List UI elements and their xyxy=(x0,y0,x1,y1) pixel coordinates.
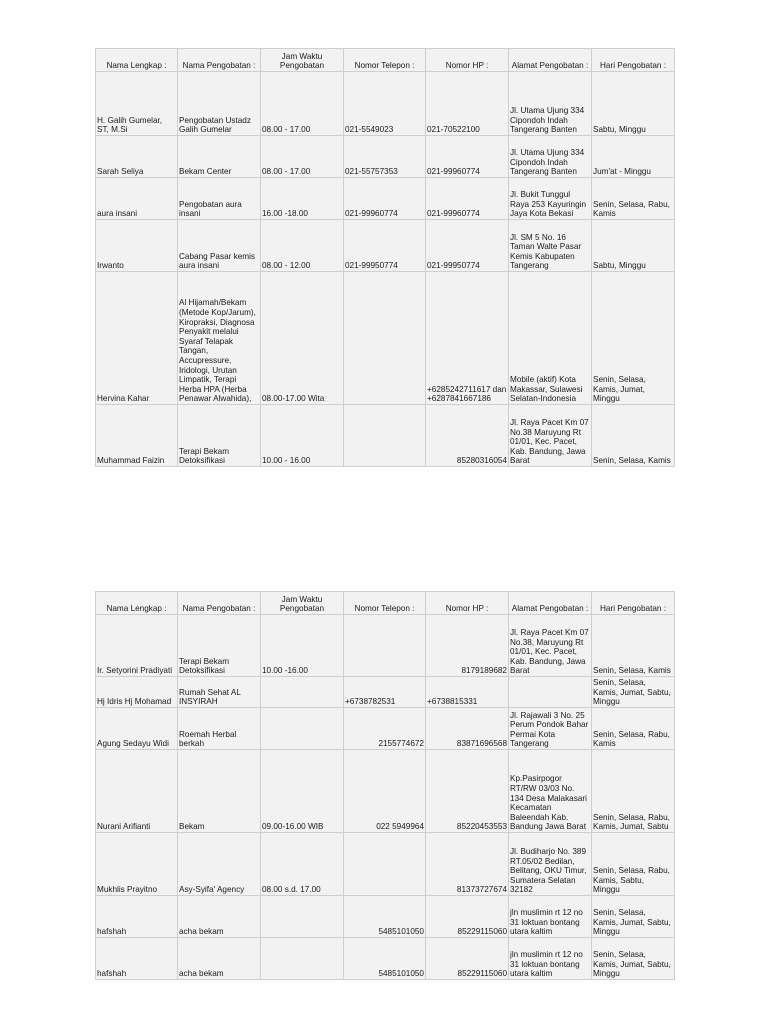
cell-address: Jl. Utama Ujung 334 Cipondoh Indah Tangerang Banten xyxy=(509,72,592,136)
cell-mobile: 85280316054 xyxy=(426,405,509,467)
header-row xyxy=(96,49,675,72)
header-days: Hari Pengobatan : xyxy=(592,592,675,615)
header-treatment: Nama Pengobatan : xyxy=(178,592,261,615)
table-row xyxy=(96,896,675,938)
cell-phone xyxy=(344,833,426,896)
cell-mobile: 021-99950774 xyxy=(426,220,509,272)
cell-treatment: Al Hijamah/Bekam (Metode Kop/Jarum), Kiropraksi, Diagnosa Penyakit melalui Syaraf Telapak Tangan, Accupressure, Iridologi, Urutan Limpatik, Terapi Herba HPA (Herba Penawar Alwahida), xyxy=(178,272,261,405)
cell-name: H. Galih Gumelar, ST, M.Si xyxy=(96,72,178,136)
cell-treatment: acha bekam xyxy=(178,896,261,938)
cell-name: Hj Idris Hj Mohamad xyxy=(96,677,178,708)
cell-phone: 021-5549023 xyxy=(344,72,426,136)
table-row xyxy=(96,615,675,677)
cell-name: Agung Sedayu Widi xyxy=(96,708,178,750)
cell-days: Senin, Selasa, Rabu, Kamis xyxy=(592,178,675,220)
cell-days: Senin, Selasa, Kamis, Jumat, Sabtu, Minggu xyxy=(592,896,675,938)
cell-treatment: Roemah Herbal berkah xyxy=(178,708,261,750)
cell-treatment: Cabang Pasar kemis aura insani xyxy=(178,220,261,272)
cell-hours xyxy=(261,708,344,750)
cell-name: Ir. Setyorini Pradiyati xyxy=(96,615,178,677)
cell-days: Sabtu, Minggu xyxy=(592,72,675,136)
cell-phone: 021-99950774 xyxy=(344,220,426,272)
cell-address: Kp.Pasirpogor RT/RW 03/03 No. 134 Desa Malakasari Kecamatan Baleendah Kab. Bandung Jawa Barat xyxy=(509,750,592,833)
table-row xyxy=(96,708,675,750)
header-name: Nama Lengkap : xyxy=(96,592,178,615)
cell-days: Senin, Selasa, Kamis xyxy=(592,615,675,677)
cell-days: Sabtu, Minggu xyxy=(592,220,675,272)
cell-mobile: 83871696568 xyxy=(426,708,509,750)
cell-days: Senin, Selasa, Kamis, Jumat, Sabtu, Minggu xyxy=(592,677,675,708)
table-row xyxy=(96,136,675,178)
cell-hours: 08.00 - 12.00 xyxy=(261,220,344,272)
table-row xyxy=(96,405,675,467)
header-days: Hari Pengobatan : xyxy=(592,49,675,72)
cell-treatment: acha bekam xyxy=(178,938,261,980)
cell-days: Senin, Selasa, Kamis, Jumat, Sabtu, Minggu xyxy=(592,938,675,980)
header-mobile: Nomor HP : xyxy=(426,49,509,72)
cell-address: Jl. Raya Pacet Km 07 No.38 Maruyung Rt 01/01, Kec. Pacet, Kab. Bandung, Jawa Barat xyxy=(509,405,592,467)
cell-name: Sarah Seliya xyxy=(96,136,178,178)
cell-hours: 08.00 s.d. 17.00 xyxy=(261,833,344,896)
cell-phone: +6738782531 xyxy=(344,677,426,708)
cell-address: Jl. Budiharjo No. 389 RT.05/02 Bedilan, Belitang, OKU Timur, Sumatera Selatan 32182 xyxy=(509,833,592,896)
cell-name: Mukhlis Prayitno xyxy=(96,833,178,896)
header-phone: Nomor Telepon : xyxy=(344,49,426,72)
table-row xyxy=(96,750,675,833)
table-row xyxy=(96,220,675,272)
cell-hours: 08.00-17.00 Wita xyxy=(261,272,344,405)
cell-name: Irwanto xyxy=(96,220,178,272)
cell-name: Hervina Kahar xyxy=(96,272,178,405)
cell-phone: 021-55757353 xyxy=(344,136,426,178)
cell-days: Senin, Selasa, Rabu, Kamis xyxy=(592,708,675,750)
cell-hours xyxy=(261,677,344,708)
data-table-2 xyxy=(95,591,675,980)
cell-phone xyxy=(344,615,426,677)
header-phone: Nomor Telepon : xyxy=(344,592,426,615)
cell-address: Jl. Bukit Tunggul Raya 253 Kayuringin Jaya Kota Bekasi xyxy=(509,178,592,220)
cell-hours xyxy=(261,938,344,980)
cell-phone: 5485101050 xyxy=(344,938,426,980)
table-row xyxy=(96,72,675,136)
cell-treatment: Terapi Bekam Detoksifikasi xyxy=(178,405,261,467)
table-row xyxy=(96,272,675,405)
cell-mobile: 81373727674 xyxy=(426,833,509,896)
table-row xyxy=(96,677,675,708)
cell-mobile: 021-99960774 xyxy=(426,136,509,178)
cell-hours: 16.00 -18.00 xyxy=(261,178,344,220)
cell-phone xyxy=(344,405,426,467)
cell-hours: 08.00 - 17.00 xyxy=(261,136,344,178)
cell-address: Jl. Rajawali 3 No. 25 Perum Pondok Bahar Permai Kota Tangerang xyxy=(509,708,592,750)
header-row xyxy=(96,592,675,615)
cell-mobile: +6738815331 xyxy=(426,677,509,708)
cell-treatment: Pengobatan Ustadz Galih Gumelar xyxy=(178,72,261,136)
cell-hours: 10.00 -16.00 xyxy=(261,615,344,677)
cell-name: Nurani Arifianti xyxy=(96,750,178,833)
cell-hours: 09.00-16.00 WIB xyxy=(261,750,344,833)
cell-phone: 2155774672 xyxy=(344,708,426,750)
cell-mobile: 85229115060 xyxy=(426,938,509,980)
cell-name: hafshah xyxy=(96,938,178,980)
cell-address: Mobile (aktif) Kota Makassar, Sulawesi Selatan-Indonesia xyxy=(509,272,592,405)
cell-mobile: 85220453553 xyxy=(426,750,509,833)
cell-hours: 10.00 - 16.00 xyxy=(261,405,344,467)
cell-treatment: Bekam xyxy=(178,750,261,833)
cell-hours xyxy=(261,896,344,938)
cell-treatment: Bekam Center xyxy=(178,136,261,178)
cell-address: jln muslimin rt 12 no 31 loktuan bontang utara kaltim xyxy=(509,896,592,938)
cell-address: Jl. Utama Ujung 334 Cipondoh Indah Tangerang Banten xyxy=(509,136,592,178)
data-table-1 xyxy=(95,48,675,467)
table-row xyxy=(96,938,675,980)
header-address: Alamat Pengobatan : xyxy=(509,592,592,615)
cell-days: Senin, Selasa, Kamis xyxy=(592,405,675,467)
header-treatment: Nama Pengobatan : xyxy=(178,49,261,72)
cell-phone: 5485101050 xyxy=(344,896,426,938)
cell-phone: 022 5949964 xyxy=(344,750,426,833)
header-hours: Jam Waktu Pengobatan xyxy=(261,592,344,615)
cell-mobile: 8179189682 xyxy=(426,615,509,677)
cell-days: Jum'at - Minggu xyxy=(592,136,675,178)
cell-days: Senin, Selasa, Kamis, Jumat, Minggu xyxy=(592,272,675,405)
cell-name: aura insani xyxy=(96,178,178,220)
cell-treatment: Asy-Syifa' Agency xyxy=(178,833,261,896)
cell-treatment: Pengobatan aura insani xyxy=(178,178,261,220)
header-mobile: Nomor HP : xyxy=(426,592,509,615)
cell-name: Muhammad Faizin xyxy=(96,405,178,467)
cell-mobile: 021-99960774 xyxy=(426,178,509,220)
cell-name: hafshah xyxy=(96,896,178,938)
cell-treatment: Rumah Sehat AL INSYIRAH xyxy=(178,677,261,708)
cell-address: Jl. SM 5 No. 16 Taman Walte Pasar Kemis Kabupaten Tangerang xyxy=(509,220,592,272)
cell-treatment: Terapi Bekam Detoksifikasi xyxy=(178,615,261,677)
cell-address: jln muslimin rt 12 no 31 loktuan bontang utara kaltim xyxy=(509,938,592,980)
cell-address xyxy=(509,677,592,708)
cell-days: Senin, Selasa, Rabu, Kamis, Jumat, Sabtu xyxy=(592,750,675,833)
cell-mobile: 85229115060 xyxy=(426,896,509,938)
cell-days: Senin, Selasa, Rabu, Kamis, Sabtu, Minggu xyxy=(592,833,675,896)
cell-phone: 021-99960774 xyxy=(344,178,426,220)
cell-hours: 08.00 - 17.00 xyxy=(261,72,344,136)
header-hours: Jam Waktu Pengobatan xyxy=(261,49,344,72)
cell-mobile: 021-70522100 xyxy=(426,72,509,136)
header-name: Nama Lengkap : xyxy=(96,49,178,72)
cell-mobile: +6285242711617 dan +6287841667186 xyxy=(426,272,509,405)
table-row xyxy=(96,178,675,220)
table-row xyxy=(96,833,675,896)
cell-phone xyxy=(344,272,426,405)
cell-address: Jl. Raya Pacet Km 07 No.38, Maruyung Rt 01/01, Kec. Pacet, Kab. Bandung, Jawa Barat xyxy=(509,615,592,677)
header-address: Alamat Pengobatan : xyxy=(509,49,592,72)
